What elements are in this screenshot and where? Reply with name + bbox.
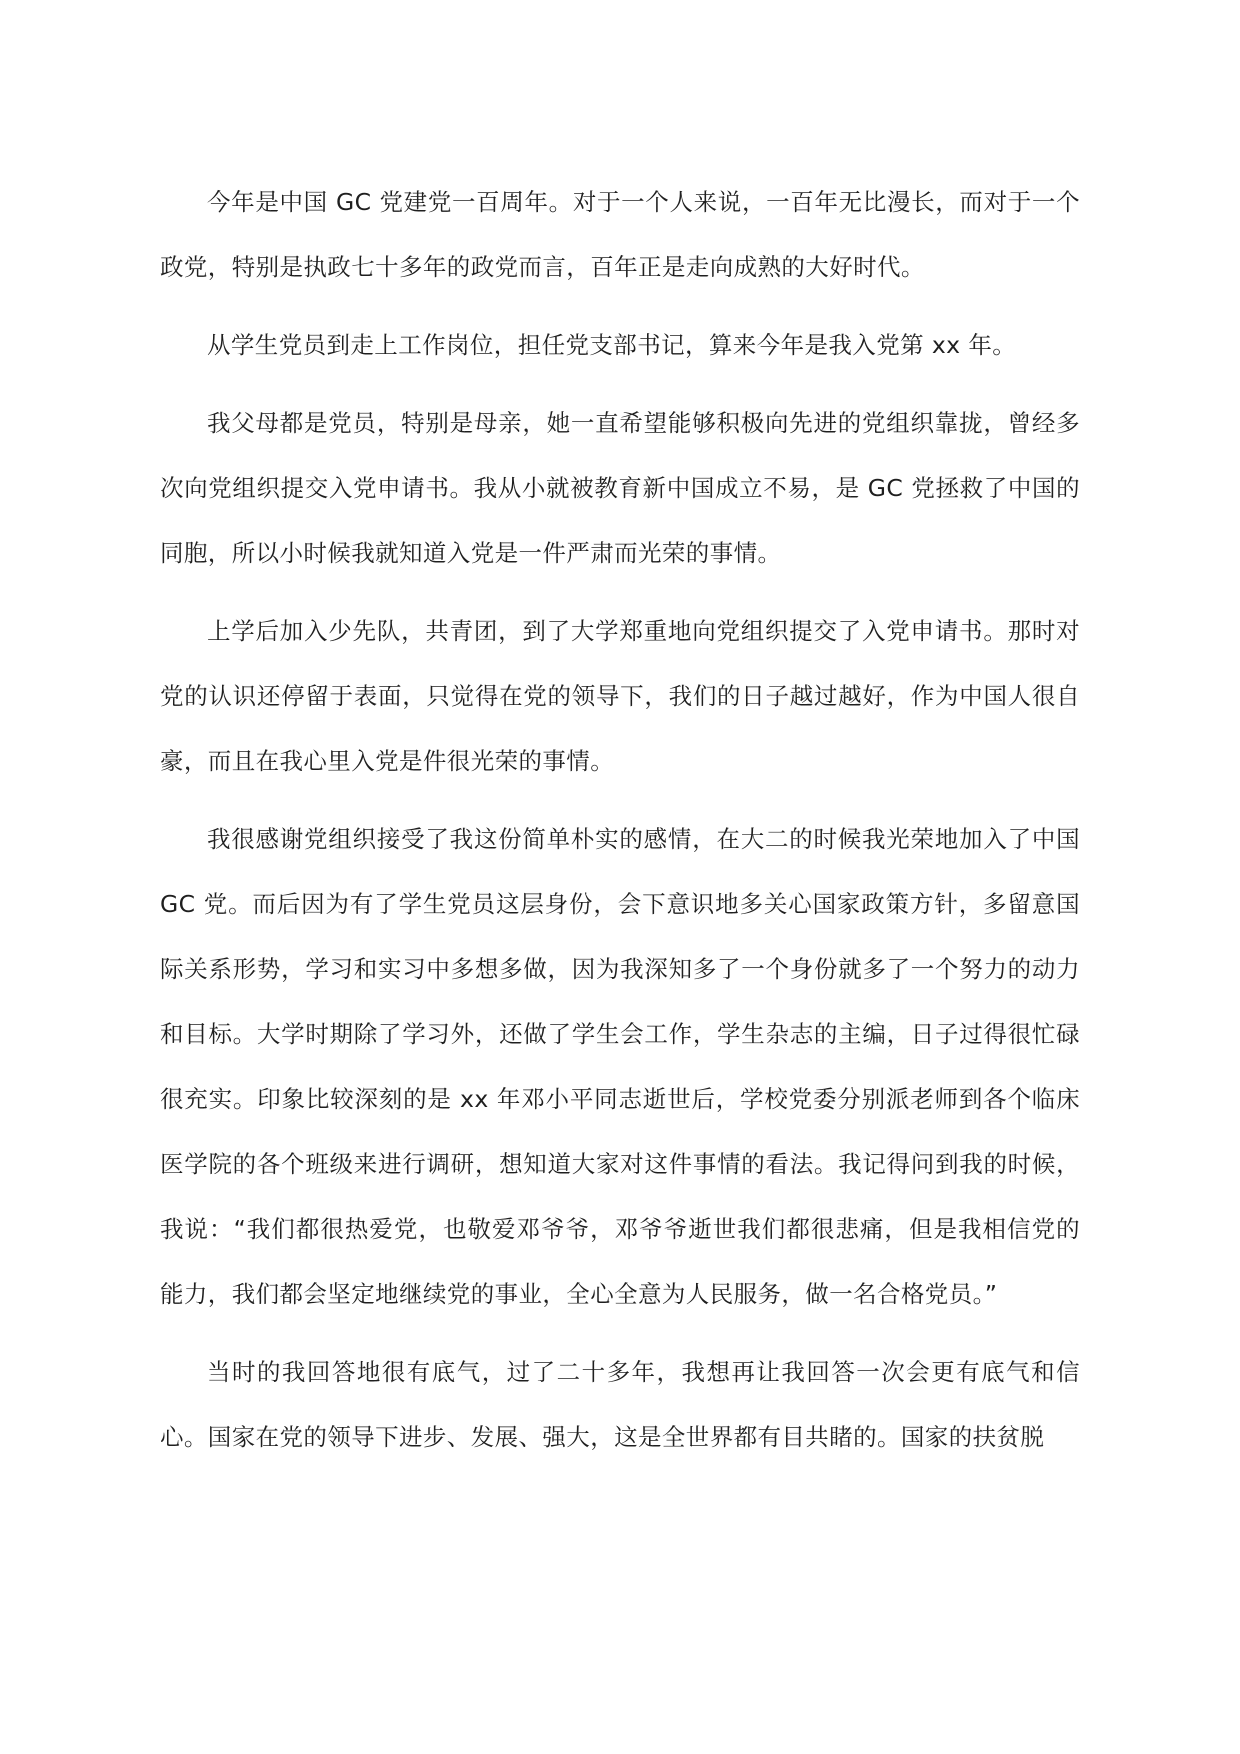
document-body — [160, 170, 1080, 1483]
paragraph-4: 上学后加入少先队，共青团，到了大学郑重地向党组织提交了入党申请书。那时对党的认识还停留于表面，只觉得在党的领导下，我们的日子越过越好，作为中国人很自豪，而且在我心里入党是件很光荣的事情。 — [160, 617, 1080, 775]
paragraph-1: 今年是中国 GC 党建党一百周年。对于一个人来说，一百年无比漫长，而对于一个政党，特别是执政七十多年的政党而言，百年正是走向成熟的大好时代。 — [160, 188, 1080, 281]
paragraph-3: 我父母都是党员，特别是母亲，她一直希望能够积极向先进的党组织靠拢，曾经多次向党组织提交入党申请书。我从小就被教育新中国成立不易，是 GC 党拯救了中国的同胞，所以小时候我就知道入党是一件严肃而光荣的事情。 — [160, 409, 1080, 567]
paragraph-6: 当时的我回答地很有底气，过了二十多年，我想再让我回答一次会更有底气和信心。国家在党的领导下进步、发展、强大，这是全世界都有目共睹的。国家的扶贫脱 — [160, 1358, 1080, 1451]
paragraph-2: 从学生党员到走上工作岗位，担任党支部书记，算来今年是我入党第 xx 年。 — [207, 331, 1017, 359]
paragraph-5: 我很感谢党组织接受了我这份简单朴实的感情，在大二的时候我光荣地加入了中国 GC 党。而后因为有了学生党员这层身份，会下意识地多关心国家政策方针，多留意国际关系形势，学习和实习中多想多做，因为我深知多了一个身份就多了一个努力的动力和目标。大学时期除了学习外，还做了学生会工作，学生杂志的主编，日子过得很忙碌很充实。印象比较深刻的是 xx 年邓小平同志逝世后，学校党委分别派老师到各个临床医学院的各个班级来进行调研，想知道大家对这件事情的看法。我记得问到我的时候，我说：“我们都很热爱党，也敬爱邓爷爷，邓爷爷逝世我们都很悲痛，但是我相信党的能力，我们都会坚定地继续党的事业，全心全意为人民服务，做一名合格党员。” — [160, 825, 1080, 1308]
